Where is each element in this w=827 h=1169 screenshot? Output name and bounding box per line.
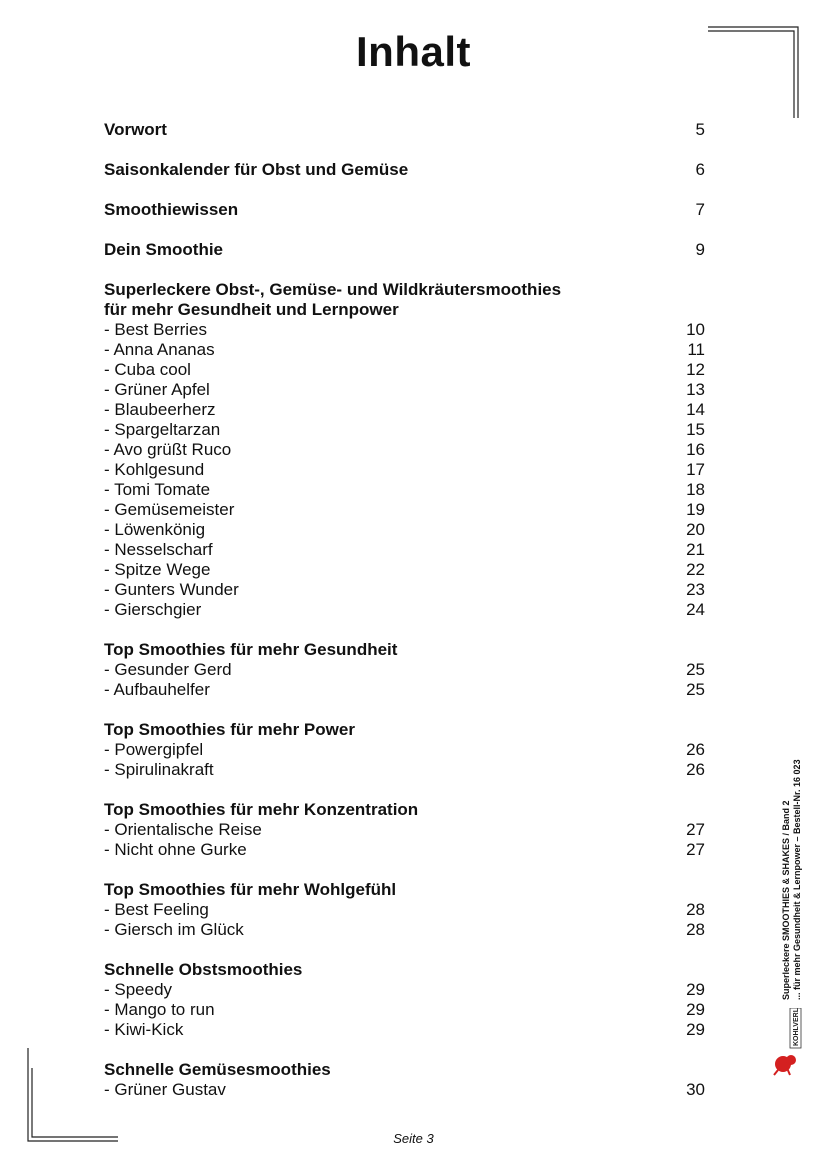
toc-page-number: 10: [686, 320, 705, 339]
toc-page-number: 15: [686, 420, 705, 439]
toc-heading[interactable]: [104, 800, 705, 820]
toc-spacer: [104, 260, 705, 280]
toc-heading-label: Top Smoothies für mehr Gesundheit: [104, 640, 398, 659]
toc-page-number: 7: [695, 200, 705, 219]
toc-page-number: 26: [686, 740, 705, 759]
toc-page-number: 6: [695, 160, 705, 179]
toc-entry[interactable]: [104, 500, 705, 520]
side-credit: [781, 710, 811, 1000]
toc-page-number: 13: [686, 380, 705, 399]
toc-page-number: 24: [686, 600, 705, 619]
toc-heading[interactable]: [104, 120, 705, 140]
toc-entry-label: - Kohlgesund: [104, 460, 205, 479]
toc-heading[interactable]: [104, 880, 705, 900]
toc-entry-label: - Best Feeling: [104, 900, 209, 919]
toc-entry[interactable]: [104, 1000, 705, 1020]
toc-entry[interactable]: [104, 440, 705, 460]
toc-heading[interactable]: [104, 720, 705, 740]
toc-entry-label: - Blaubeerherz: [104, 400, 216, 419]
toc-spacer: [104, 700, 705, 720]
toc-spacer: [104, 620, 705, 640]
toc-entry[interactable]: [104, 360, 705, 380]
toc-entry-label: - Avo grüßt Ruco: [104, 440, 232, 459]
toc-entry-label: - Powergipfel: [104, 740, 204, 759]
toc-entry-label: - Spargeltarzan: [104, 420, 221, 439]
toc-entry-label: - Gemüsemeister: [104, 500, 235, 519]
toc-page-number: 28: [686, 900, 705, 919]
toc-heading-label: Schnelle Obstsmoothies: [104, 960, 303, 979]
corner-frame-top-right: [706, 24, 802, 120]
toc-heading-label: Dein Smoothie: [104, 240, 224, 259]
toc-entry[interactable]: [104, 1020, 705, 1040]
toc-entry-label: - Nesselscharf: [104, 540, 213, 559]
toc-heading[interactable]: [104, 160, 705, 180]
toc-page-number: 16: [686, 440, 705, 459]
toc-entry-label: - Giersch im Glück: [104, 920, 244, 939]
toc-entry-label: - Best Berries: [104, 320, 207, 339]
toc-page-number: 5: [695, 120, 705, 139]
toc-entry[interactable]: [104, 820, 705, 840]
toc-page-number: 30: [686, 1080, 705, 1099]
toc-page-number: 20: [686, 520, 705, 539]
toc-page-number: 12: [686, 360, 705, 379]
toc-entry[interactable]: [104, 760, 705, 780]
toc-entry[interactable]: [104, 320, 705, 340]
publisher-name: KOHLVERLAG: [793, 1008, 800, 1046]
toc-spacer: [104, 220, 705, 240]
toc-entry[interactable]: [104, 840, 705, 860]
toc-heading-label: Top Smoothies für mehr Power: [104, 720, 355, 739]
toc-entry-label: - Aufbauhelfer: [104, 680, 210, 699]
toc-entry[interactable]: [104, 1080, 705, 1100]
toc-entry[interactable]: [104, 520, 705, 540]
toc-entry[interactable]: [104, 580, 705, 600]
toc-entry[interactable]: [104, 480, 705, 500]
toc-page-number: 28: [686, 920, 705, 939]
toc-entry-label: - Gunters Wunder: [104, 580, 239, 599]
toc-entry-label: - Grüner Apfel: [104, 380, 210, 399]
toc-spacer: [104, 940, 705, 960]
toc-heading-label: für mehr Gesundheit und Lernpower: [104, 300, 399, 319]
toc-entry-label: - Nicht ohne Gurke: [104, 840, 247, 859]
page-footer: Seite 3: [393, 1131, 434, 1146]
toc-heading-label: Saisonkalender für Obst und Gemüse: [104, 160, 409, 179]
toc-page-number: 29: [686, 1020, 705, 1039]
toc-page-number: 25: [686, 660, 705, 679]
toc-page-number: 29: [686, 980, 705, 999]
toc-spacer: [104, 140, 705, 160]
toc-page-number: 21: [686, 540, 705, 559]
toc-entry-label: - Grüner Gustav: [104, 1080, 226, 1099]
toc-entry-label: - Cuba cool: [104, 360, 191, 379]
toc-heading[interactable]: [104, 300, 705, 320]
toc-entry-label: - Kiwi-Kick: [104, 1020, 184, 1039]
publisher-logo-icon: [772, 1008, 804, 1076]
toc-entry-label: - Löwenkönig: [104, 520, 206, 539]
publisher-logo: [772, 1008, 804, 1076]
toc-heading[interactable]: [104, 280, 705, 300]
toc-page-number: 18: [686, 480, 705, 499]
toc-entry[interactable]: [104, 920, 705, 940]
toc-page-number: 17: [686, 460, 705, 479]
page-title: Inhalt: [356, 28, 471, 75]
toc-entry-label: - Orientalische Reise: [104, 820, 262, 839]
toc-entry[interactable]: [104, 660, 705, 680]
toc-page-number: 29: [686, 1000, 705, 1019]
toc-entry[interactable]: [104, 600, 705, 620]
table-of-contents: [104, 120, 705, 1100]
toc-page-number: 9: [695, 240, 705, 259]
toc-entry[interactable]: [104, 980, 705, 1000]
side-credit-line2: ... für mehr Gesundheit & Lernpower – Bestell-Nr. 16 023: [792, 759, 802, 1000]
toc-page-number: 26: [686, 760, 705, 779]
toc-page-number: 19: [686, 500, 705, 519]
toc-entry-label: - Gesunder Gerd: [104, 660, 232, 679]
toc-spacer: [104, 860, 705, 880]
toc-entry[interactable]: [104, 740, 705, 760]
toc-entry[interactable]: [104, 540, 705, 560]
toc-page-number: 27: [686, 820, 705, 839]
toc-heading-label: Top Smoothies für mehr Konzentration: [104, 800, 419, 819]
toc-heading[interactable]: [104, 1060, 705, 1080]
toc-entry-label: - Speedy: [104, 980, 173, 999]
toc-entry[interactable]: [104, 460, 705, 480]
toc-heading-label: Superleckere Obst-, Gemüse- und Wildkräutersmoothies: [104, 280, 562, 299]
toc-entry-label: - Mango to run: [104, 1000, 215, 1019]
toc-entry-label: - Gierschgier: [104, 600, 202, 619]
toc-page-number: 11: [687, 340, 705, 359]
toc-heading-label: Top Smoothies für mehr Wohlgefühl: [104, 880, 397, 899]
toc-page-number: 23: [686, 580, 705, 599]
toc-heading[interactable]: [104, 960, 705, 980]
toc-entry[interactable]: [104, 400, 705, 420]
toc-spacer: [104, 180, 705, 200]
toc-entry-label: - Tomi Tomate: [104, 480, 211, 499]
toc-spacer: [104, 1040, 705, 1060]
toc-entry[interactable]: [104, 420, 705, 440]
toc-page-number: 14: [686, 400, 705, 419]
toc-heading-label: Smoothiewissen: [104, 200, 239, 219]
toc-entry[interactable]: [104, 900, 705, 920]
toc-heading[interactable]: [104, 640, 705, 660]
toc-heading-label: Schnelle Gemüsesmoothies: [104, 1060, 331, 1079]
toc-heading[interactable]: [104, 200, 705, 220]
toc-entry[interactable]: [104, 680, 705, 700]
toc-spacer: [104, 780, 705, 800]
toc-page-number: 27: [686, 840, 705, 859]
toc-page-number: 22: [686, 560, 705, 579]
toc-heading[interactable]: [104, 240, 705, 260]
toc-entry[interactable]: [104, 560, 705, 580]
toc-entry-label: - Spitze Wege: [104, 560, 211, 579]
toc-entry-label: - Anna Ananas: [104, 340, 215, 359]
toc-entry[interactable]: [104, 380, 705, 400]
toc-entry-label: - Spirulinakraft: [104, 760, 214, 779]
toc-page-number: 25: [686, 680, 705, 699]
toc-entry[interactable]: [104, 340, 705, 360]
toc-heading-label: Vorwort: [104, 120, 167, 139]
side-credit-line1: Superleckere SMOOTHIES & SHAKES / Band 2: [781, 800, 791, 1000]
